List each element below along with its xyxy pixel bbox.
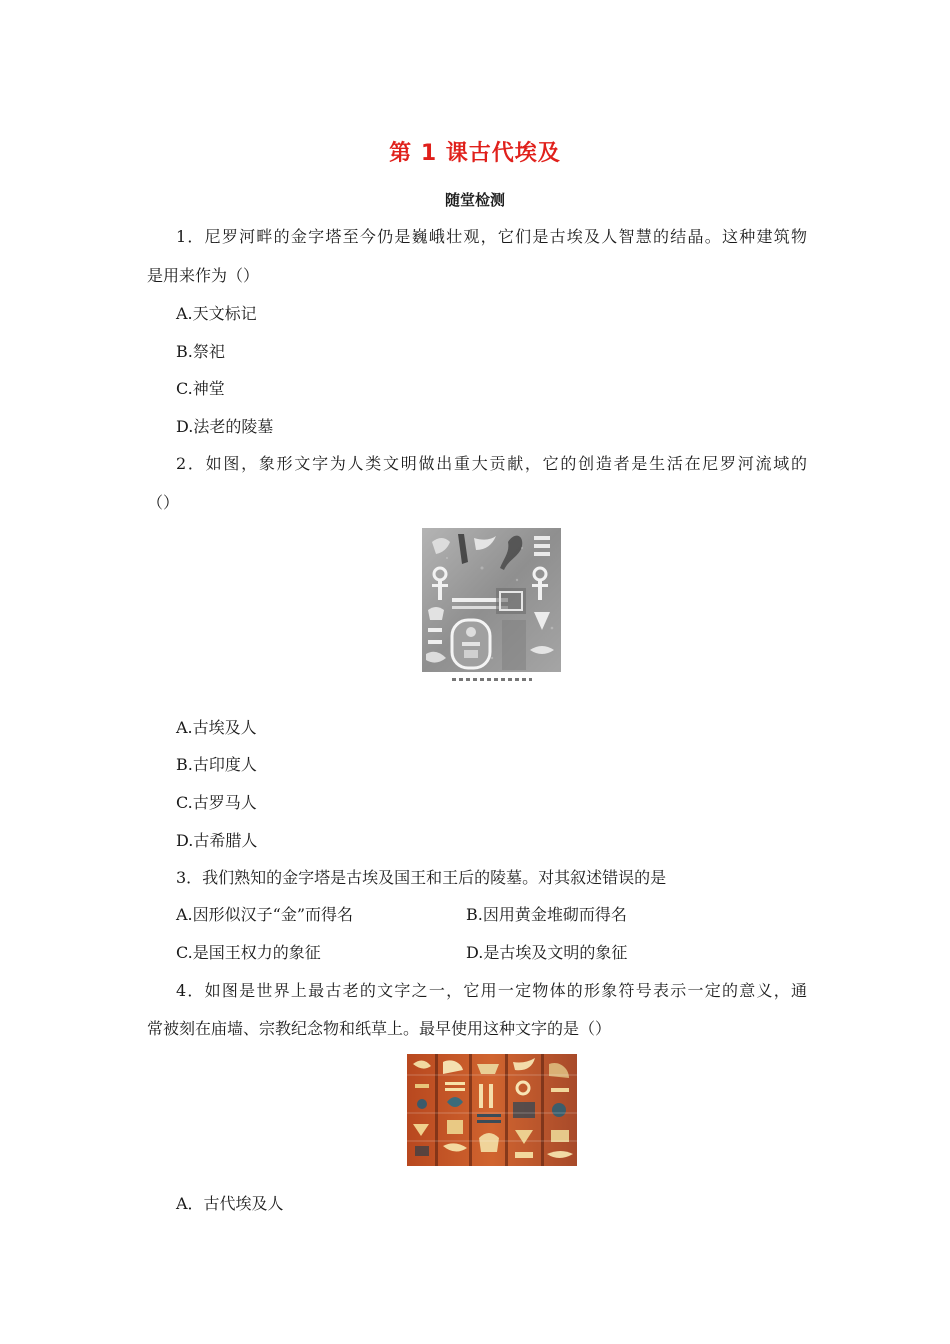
hieroglyph-stone-graphic [422, 528, 561, 672]
question-3-option-d: D.是古埃及文明的象征 [466, 943, 628, 962]
question-2-stem-line1: 2．如图，象形文字为人类文明做出重大贡献，它的创造者是生活在尼罗河流域的 [176, 454, 807, 473]
question-3-stem: 3．我们熟知的金字塔是古埃及国王和王后的陵墓。对其叙述错误的是 [176, 868, 667, 887]
question-1-option-a: A.天文标记 [176, 304, 257, 323]
painted-hieroglyph-image [407, 1054, 577, 1166]
question-2-option-a: A.古埃及人 [176, 718, 257, 737]
question-2-option-c: C.古罗马人 [176, 793, 257, 812]
page-title: 第 1 课古代埃及 [389, 141, 561, 166]
hieroglyph-stone-image [422, 528, 561, 672]
question-3-option-c: C.是国王权力的象征 [176, 943, 321, 962]
section-subtitle: 随堂检测 [444, 191, 505, 209]
question-4-stem-line2: 常被刻在庙墙、宗教纪念物和纸草上。最早使用这种文字的是（） [147, 1019, 612, 1038]
question-3-option-a: A.因形似汉子“金”而得名 [176, 905, 354, 924]
question-1-option-d: D.法老的陵墓 [176, 417, 274, 436]
question-1-stem-line1: 1．尼罗河畔的金字塔至今仍是巍峨壮观，它们是古埃及人智慧的结晶。这种建筑物 [176, 227, 807, 246]
question-2-option-b: B.古印度人 [176, 755, 257, 774]
question-2-option-d: D.古希腊人 [176, 831, 258, 850]
question-3-option-b: B.因用黄金堆砌而得名 [466, 905, 627, 924]
question-1-option-c: C.神堂 [176, 379, 225, 398]
question-1-option-b: B.祭祀 [176, 342, 225, 361]
question-4-option-a: A．古代埃及人 [176, 1194, 284, 1213]
question-4-stem-line1: 4．如图是世界上最古老的文字之一，它用一定物体的形象符号表示一定的意义，通 [176, 981, 807, 1000]
question-1-stem-line2: 是用来作为（） [147, 266, 260, 285]
painted-hieroglyph-graphic [407, 1054, 577, 1166]
question-2-stem-line2: （） [147, 493, 180, 512]
image-caption-mark [422, 676, 561, 684]
